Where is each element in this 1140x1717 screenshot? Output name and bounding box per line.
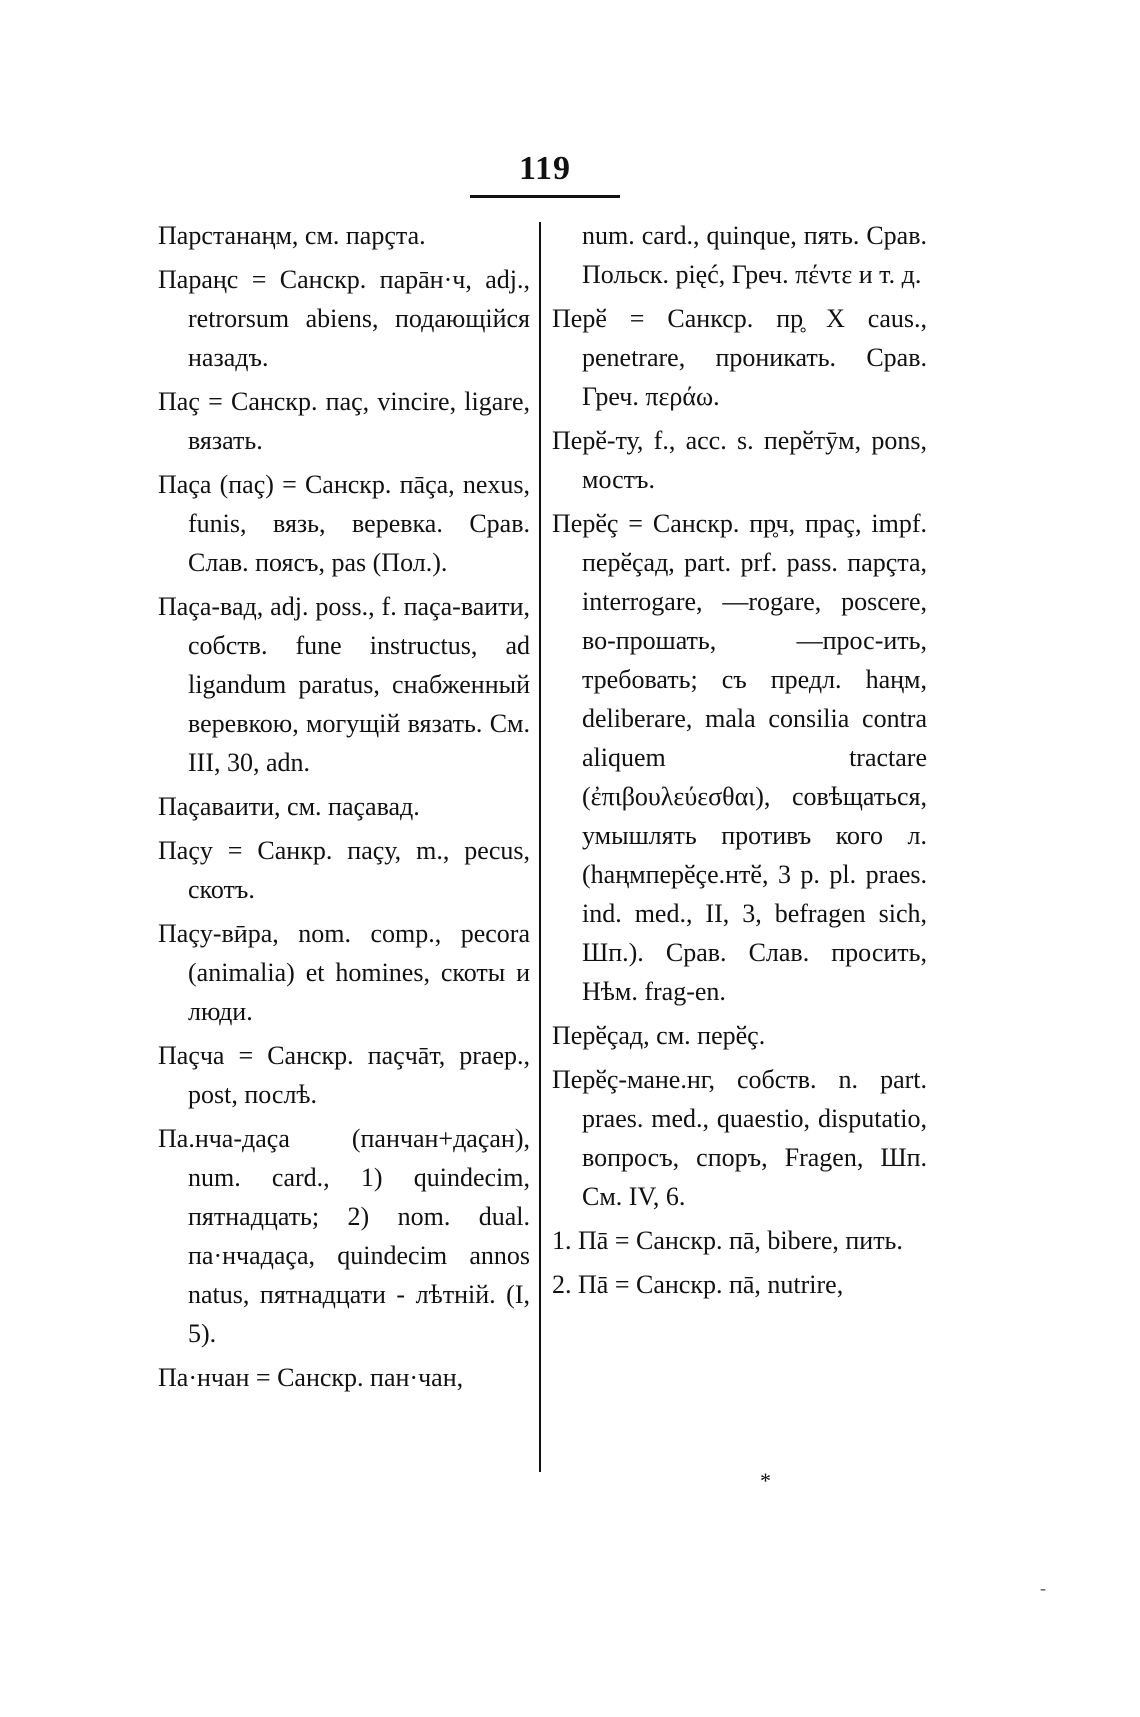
dictionary-entry: Перӗç = Санскр. пр̥ч, праç, impf. перӗçад, part. prf. pass. парçта, interrogare, —rogare, poscere, во-прошать, —прос-ить, требовать; съ предл. һаңм, deliberare, mala consilia contra aliquem tractare (ἐπιβουλεύεσθαι), совѣщаться, умышлять противъ кого л. (һаңмперӗçе.нтӗ, 3 p. pl. praes. ind. med., II, 3, befragen sich, Шп.). Срав. Слав. просить, Нѣм. frag-en. xyxy=(552,509,927,1006)
dictionary-entry: Паçча = Санскр. паçчāт, praep., post, послѣ. xyxy=(158,1041,530,1109)
dictionary-entry: Параңс = Санскр. парāн·ч, adj., retrorsum abiens, подающійся назадъ. xyxy=(158,265,530,372)
dictionary-entry: Перӗç-мане.нг, собств. n. part. praes. med., quaestio, disputatio, вопросъ, споръ, Fragen, Шп. См. IV, 6. xyxy=(552,1065,927,1211)
dictionary-entry-continued: num. card., quinque, пять. Срав. Польск. pięć, Греч. πέντε и т. д. xyxy=(582,221,927,289)
dictionary-entry: 1. Пā = Санскр. пā, bibere, пить. xyxy=(552,1226,903,1255)
dictionary-entry: Паçа (паç) = Санскр. пāçа, nexus, funis, вязь, веревка. Срав. Слав. поясъ, pas (Пол.). xyxy=(158,470,530,577)
dictionary-entry: 2. Пā = Санскр. пā, nutrire, xyxy=(552,1270,844,1299)
dictionary-entry: Перӗ-ту, f., acc. s. перӗтӯм, pons, мостъ. xyxy=(552,426,927,494)
dictionary-entry: Паçу-вӣра, nom. comp., pecora (animalia) et homines, скоты и люди. xyxy=(158,919,530,1026)
dictionary-entry: Паçа-вад, adj. poss., f. паçа-ваити, собств. fune instructus, ad ligandum paratus, снабженный веревкою, могущій вязать. См. III, 30, adn. xyxy=(158,592,530,777)
dictionary-entry: Паçаваити, см. паçавад. xyxy=(158,792,420,821)
dictionary-entry: Перӗçад, см. перӗç. xyxy=(552,1021,766,1050)
dictionary-entry: Парстанаңм, см. парçта. xyxy=(158,221,426,250)
corner-mark: - xyxy=(1040,1578,1046,1598)
footer-mark: * xyxy=(760,1468,771,1493)
dictionary-entry: Паçу = Санкр. паçу, m., pecus, скотъ. xyxy=(158,836,530,904)
dictionary-entry: Па·нчан = Санскр. пан·чан, xyxy=(158,1363,464,1392)
page-number: 119 xyxy=(518,150,572,187)
dictionary-entry: Перӗ = Санкср. пр̥ X caus., penetrare, проникать. Срав. Греч. περάω. xyxy=(552,304,927,411)
right-column xyxy=(552,216,927,1309)
dictionary-entry: Па.нча-даçа (панчан+даçан), num. card., 1) quindecim, пятнадцать; 2) nom. dual. па·нчадаçа, quindecim annos natus, пятнадцати - лѣтній. (I, 5). xyxy=(158,1124,530,1348)
header-rule xyxy=(470,195,620,198)
dictionary-entry: Паç = Санскр. паç, vincire, ligare, вязать. xyxy=(158,387,530,455)
column-divider xyxy=(539,222,541,1472)
left-column xyxy=(158,216,530,1402)
